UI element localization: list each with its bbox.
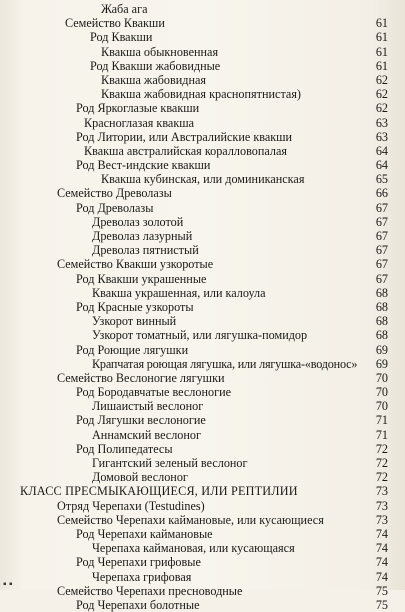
toc-entry-page-number: 63 [375, 129, 388, 144]
toc-entry-title: Род Черепахи каймановые [76, 526, 213, 541]
toc-entry [0, 272, 405, 286]
toc-entry [0, 343, 405, 357]
toc-entry [0, 456, 405, 470]
toc-entry-title: Род Литории, или Австралийские квакши [76, 129, 293, 144]
toc-entry-title: Род Роющие лягушки [76, 342, 189, 357]
toc-entry [0, 328, 405, 342]
toc-entry-title: Квакша жабовидная [101, 72, 207, 87]
toc-entry [0, 243, 405, 257]
toc-entry-page-number: 73 [375, 484, 388, 499]
toc-entry-page-number: 62 [375, 101, 388, 116]
toc-entry-title: Крапчатая роющая лягушка, или лягушка-«водонос» [92, 356, 358, 371]
toc-entry-page-number: 68 [375, 314, 388, 329]
toc-entry [0, 144, 405, 158]
toc-entry-title: Семейство Черепахи каймановые, или кусающиеся [57, 512, 324, 527]
toc-entry [0, 116, 405, 130]
toc-entry-title: Род Яркоглазые квакши [76, 101, 200, 116]
toc-entry-page-number: 75 [375, 597, 388, 612]
toc-entry-page-number: 65 [375, 172, 388, 187]
toc-entry [0, 229, 405, 243]
toc-entry [0, 470, 405, 484]
toc-entry-page-number: 66 [375, 186, 388, 201]
toc-entry-title: Черепаха каймановая, или кусающаяся [92, 541, 295, 556]
toc-entry-title: Домовой веслоног [92, 470, 188, 485]
toc-entry-title: Род Полипедатесы [76, 441, 173, 456]
toc-entry-title: КЛАСС ПРЕСМЫКАЮЩИЕСЯ, ИЛИ РЕПТИЛИИ [20, 484, 298, 499]
toc-entry-page-number: 64 [375, 158, 388, 173]
toc-entry [0, 314, 405, 328]
toc-entry-page-number: 72 [375, 456, 388, 470]
toc-entry-title: Род Вест-индские квакши [76, 158, 211, 173]
toc-entry-page-number: 73 [375, 498, 388, 513]
toc-entry-title: Древолаз пятнистый [92, 243, 199, 258]
toc-entry-page-number: 74 [375, 555, 388, 570]
toc-entry-page-number: 71 [375, 413, 388, 428]
toc-entry [0, 584, 405, 598]
toc-entry [0, 499, 405, 513]
toc-entry [0, 16, 405, 30]
toc-entry-page-number: 62 [375, 72, 388, 87]
toc-entry-title: Род Бородавчатые веслоногие [76, 385, 232, 400]
toc-entry-page-number: 67 [375, 229, 388, 243]
toc-entry [0, 87, 405, 101]
toc-entry-title: Древолаз лазурный [92, 229, 193, 243]
toc-entry-page-number: 67 [375, 257, 388, 272]
toc-entry-page-number: 67 [375, 214, 388, 229]
toc-entry-title: Род Древолазы [76, 200, 154, 215]
toc-entry [0, 30, 405, 44]
toc-entry-title: Семейство Веслоногие лягушки [57, 370, 225, 385]
toc-entry [0, 598, 405, 612]
toc-entry [0, 215, 405, 229]
toc-entry [0, 513, 405, 527]
toc-entry-title: Черепаха грифовая [92, 569, 192, 584]
toc-entry-page-number: 74 [375, 526, 388, 541]
toc-entry-page-number: 70 [375, 370, 388, 385]
toc-entry-page-number: 63 [375, 115, 388, 130]
toc-entry [0, 158, 405, 172]
toc-entry-page-number: 70 [375, 399, 388, 414]
toc-entry-title: Род Черепахи грифовые [76, 555, 201, 570]
toc-entry-title: Семейство Квакши [65, 16, 165, 31]
toc-entry-title: Аннамский веслоног [92, 427, 201, 442]
toc-entry-title: Отряд Черепахи (Testudines) [57, 498, 205, 513]
toc-entry-page-number: 73 [375, 512, 388, 527]
toc-entry-page-number: 67 [375, 243, 388, 258]
toc-entry-page-number: 69 [375, 342, 388, 357]
toc-entry [0, 300, 405, 314]
page-number-fragment: ▪ ▪ [3, 579, 13, 590]
toc-entry [0, 555, 405, 569]
toc-entry-page-number: 68 [375, 299, 388, 314]
toc-entry [0, 413, 405, 427]
toc-entry-page-number: 74 [375, 569, 388, 584]
toc-entry-page-number: 61 [375, 30, 388, 45]
toc-entry-title: Род Квакши [90, 30, 153, 45]
toc-entry [0, 428, 405, 442]
table-of-contents [0, 2, 405, 612]
toc-entry-page-number: 72 [375, 470, 388, 485]
toc-entry [0, 2, 405, 16]
toc-entry [0, 385, 405, 399]
toc-entry-page-number: 71 [375, 427, 388, 442]
toc-entry [0, 59, 405, 73]
toc-entry-page-number: 69 [375, 356, 388, 371]
toc-entry-page-number: 70 [375, 385, 388, 400]
toc-entry-page-number: 64 [375, 143, 388, 158]
toc-entry-page-number: 62 [375, 87, 388, 102]
toc-entry-page-number: 61 [375, 58, 388, 73]
toc-entry [0, 101, 405, 115]
toc-entry [0, 130, 405, 144]
toc-entry [0, 357, 405, 371]
toc-entry [0, 286, 405, 300]
toc-entry-title: Квакша украшенная, или калоула [92, 285, 266, 300]
toc-entry [0, 442, 405, 456]
toc-entry-title: Род Красные узкороты [76, 299, 194, 314]
toc-entry-title: Род Черепахи болотные [76, 597, 200, 612]
toc-entry [0, 541, 405, 555]
toc-entry-title: Узкорот томатный, или лягушка-помидор [92, 328, 308, 343]
toc-entry-page-number: 67 [375, 200, 388, 215]
toc-entry-title: Жаба ага [101, 2, 148, 16]
toc-entry-title: Семейство Квакши узкоротые [57, 257, 214, 272]
toc-entry-page-number: 74 [375, 541, 388, 556]
toc-entry [0, 399, 405, 413]
toc-entry-title: Квакша кубинская, или доминиканская [101, 172, 305, 187]
toc-entry-title: Красноглазая квакша [84, 115, 195, 130]
toc-entry-page-number: 61 [375, 16, 388, 31]
toc-entry-page-number: 68 [375, 328, 388, 343]
toc-entry [0, 186, 405, 200]
toc-entry [0, 172, 405, 186]
toc-entry-title: Квакша обыкновенная [101, 44, 219, 59]
toc-entry-title: Узкорот винный [92, 314, 177, 329]
toc-entry-title: Семейство Черепахи пресноводные [57, 583, 243, 598]
toc-entry-page-number: 61 [375, 44, 388, 59]
toc-entry-page-number: 75 [375, 583, 388, 598]
toc-entry [0, 73, 405, 87]
toc-entry-title: Лишаистый веслоног [92, 399, 204, 414]
toc-entry-title: Квакша австралийская коралловопалая [84, 143, 287, 158]
toc-entry [0, 570, 405, 584]
toc-entry-title: Род Квакши украшенные [76, 271, 207, 286]
toc-entry-title: Квакша жабовидная краснопятнистая) [101, 87, 301, 102]
toc-entry-title: Древолаз золотой [92, 214, 184, 229]
toc-entry-page-number: 67 [375, 271, 388, 286]
toc-entry [0, 257, 405, 271]
toc-entry-title: Род Лягушки веслоногие [76, 413, 206, 428]
toc-entry-title: Гигантский зеленый веслоног [92, 456, 248, 470]
toc-entry-title: Семейство Древолазы [57, 186, 172, 201]
toc-entry-page-number: 72 [375, 441, 388, 456]
toc-entry [0, 371, 405, 385]
toc-entry-page-number: 68 [375, 285, 388, 300]
toc-entry [0, 527, 405, 541]
toc-entry-title: Род Квакши жабовидные [90, 58, 221, 73]
toc-entry [0, 201, 405, 215]
toc-entry [0, 484, 405, 498]
toc-entry [0, 45, 405, 59]
